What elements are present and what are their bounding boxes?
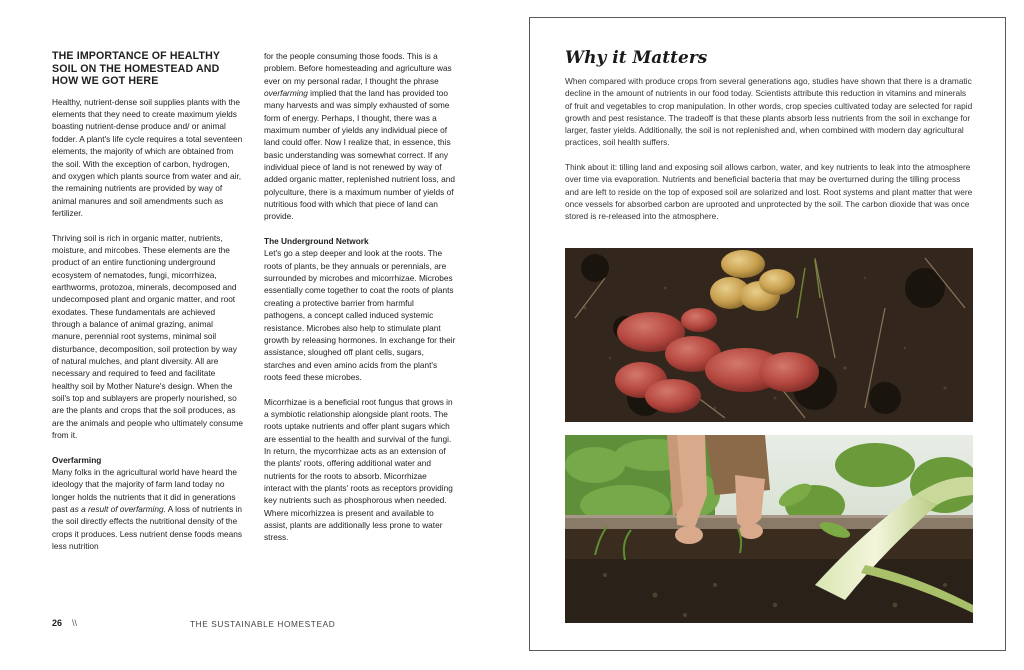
- paragraph: Thriving soil is rich in organic matter, nutrients, moisture, and mircobes. These elements are the product of an entire functioning underground ecosystem of nematodes, fungi, micorrhizea, earthworms, protozoa, minerals, decomposed and undecomposed plant and organic matter, and root exodates. These fundamentals are achieved through a balance of animal grazing, animal manure, perennial root systems, minimal soil disturbance, decomposition, soil protection by way of natural mulches, and plant diversity. All are necessary and required to feed and facilitate healthy soil by Mother Nature's design. When the soil's top and sublayers are properly nourished, so are the plants and crops that the soil produces, as are the animals and people who ultimately consume from it.: [52, 232, 243, 441]
- paragraph: Micorrhizae is a beneficial root fungus that grows in a symbiotic relationship alongside plant roots. The roots uptake nutrients and offer plant sugars which are essential to the health and survival of the fungi. In return, the mycorrhizae acts as an extension of the plants' roots, offering additional water and nutrients for the roots to absorb. Micorrhizae interact with the plants' roots as receptors providing key nutrients such as phosphorous when needed. Where micorhizzea is present and available to assist, plants are additionally less prone to water stress.: [264, 396, 453, 543]
- section-heading: THE IMPORTANCE OF HEALTHY SOIL ON THE HOMESTEAD AND HOW WE GOT HERE: [52, 50, 220, 88]
- middle-column: [264, 50, 456, 556]
- paragraph: Healthy, nutrient-dense soil supplies plants with the elements that they need to create maximum yields boasting nutrient-dense produce and/ or animal fodder. A plant's life cycle requires a total seventeen elements, the majority of which are obtained from the soil. With the exception of carbon, hydrogen, and oxygen which plants source from water and air, the remaining nutrients are provided by way of animal manures and soil amendments such as fertilizer.: [52, 96, 243, 218]
- garden-bed-photo: [565, 435, 973, 623]
- left-column: [52, 50, 244, 565]
- panel-title: Why it Matters: [565, 48, 708, 68]
- paragraph: Think about it: tilling land and exposing soil allows carbon, water, and key nutrients to leak into the atmosphere over time via evaporation. Nutrients and beneficial bacteria that may be overturned during the tilling process and are left to reside on the top of exposed soil are solarized and lost. Root systems and plant matter that were once vessels for absorbed carbon are uprooted and unprotected by the soil. The carbon dioxide that was once stored is re-released into the atmosphere.: [565, 162, 973, 222]
- paragraph: Let's go a step deeper and look at the roots. The roots of plants, be they annuals or perennials, are surrounded by microbes and micorrhizae. Microbes essentially come together to coat the roots of plants creating a protective barrier from harmful pathogens, a concept called induced systemic resistance. Microbes also help to stimulate plant growth by releasing hormones. In exchange for their assistance, sloughed off plant cells, sugars, starches and even amino acids from the plant's roots feed these microbes.: [264, 248, 456, 382]
- subheading-underground-network: The Underground Network: [264, 236, 369, 247]
- running-footer-title: THE SUSTAINABLE HOMESTEAD: [190, 619, 336, 629]
- subheading-overfarming: Overfarming: [52, 454, 102, 465]
- paragraph: When compared with produce crops from several generations ago, studies have shown that there is a dramatic decline in the amount of nutrients in our food today. Scientists attribute this reduction in vitamins and minerals of fruit and vegetables to crop manipulation. In other words, crop species cultivated today are selected for rapid growth and pest resistance. The tradeoff is that these plants absorb less nutrients from the soil in exchange for larger, faster yields. Additionally, the soil is not replenished and, when combined with modern day agricultural practices, soil health suffers.: [565, 76, 973, 148]
- panel-text: [565, 75, 975, 235]
- why-it-matters-panel: [529, 17, 1006, 651]
- folio-separator: \\: [72, 618, 78, 628]
- paragraph: Many folks in the agricultural world have heard the ideology that the majority of farm land today no longer holds the nutrients that it did in generations past as a result of overfarming. A loss of nutrients in the soil directly effects the nutritional density of the crops it produces. Less nutrient dense foods means less nutrition: [52, 467, 243, 552]
- potatoes-photo: [565, 248, 973, 422]
- page-number: 26: [52, 618, 63, 628]
- paragraph: for the people consuming those foods. This is a problem. Before homesteading and agriculture was ever on my personal radar, I thought the phrase overfarming implied that the land has provided too many harvests and was simply exhausted of some form of energy. Perhaps, I thought, there was a maximum number of yields any individual piece of land could offer. Now I realize that, in essence, this basic understanding was somewhat correct. If any individual piece of land is not renewed by way of added organic matter, replenished nutrient loss, and polyculture, there is a maximum number of yields of nutritious food with which that piece of land can provide.: [264, 51, 455, 222]
